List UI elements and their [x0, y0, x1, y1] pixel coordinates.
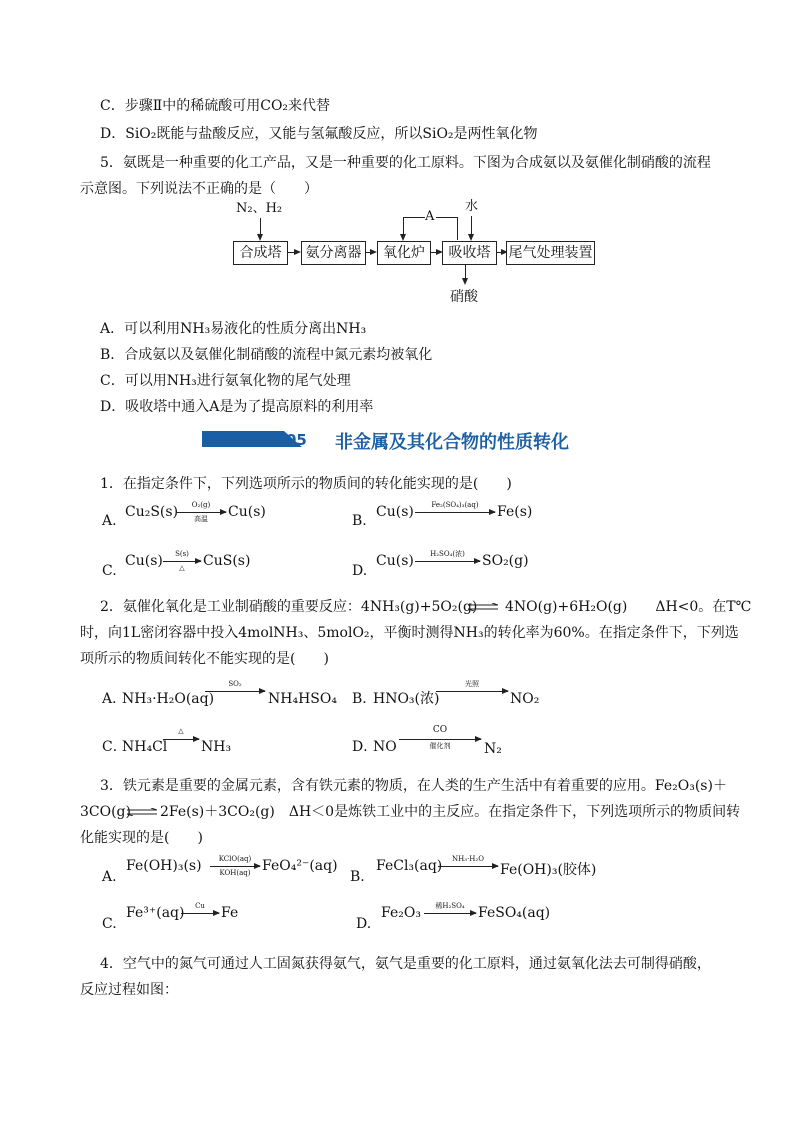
- s-q2-d-letter: D．: [352, 739, 378, 755]
- s-q1-stem: 1．在指定条件下，下列选项所示的物质间的转化能实现的是( ): [100, 476, 512, 492]
- option-d-prev: D．SiO₂既能与盐酸反应，又能与氢氟酸反应，所以SiO₂是两性氧化物: [100, 126, 538, 142]
- s-q1-d-left: Cu(s): [376, 553, 414, 569]
- flow-label-a: A: [425, 209, 435, 224]
- s-q1-b-cond-top: Fe₂(SO₄)₃(aq): [431, 501, 479, 509]
- flow-box-synthesis: 合成塔: [233, 241, 288, 265]
- s-q3-stem-line3: 化能实现的是( ): [80, 830, 203, 846]
- s-q2-d-left: NO: [373, 739, 397, 755]
- flow-box-separator: 氨分离器: [301, 241, 366, 265]
- equilibrium-arrow-icon: [468, 603, 498, 611]
- s-q1-b-right: Fe(s): [497, 504, 533, 520]
- reaction-arrow-icon: [163, 739, 199, 740]
- s-q2-d-cond-bot: 催化剂: [429, 742, 451, 750]
- equilibrium-arrow-icon: [127, 808, 157, 816]
- s-q2-c-letter: C．: [102, 739, 127, 755]
- s-q1-d-right: SO₂(g): [482, 553, 529, 569]
- s-q1-c-right: CuS(s): [203, 553, 251, 569]
- s-q3-stem-line1: 3．铁元素是重要的金属元素，含有铁元素的物质，在人类的生产生活中有着重要的应用。Fe₂O₃(s)＋: [100, 778, 727, 794]
- s-q4-stem-line1: 4．空气中的氮气可通过人工固氮获得氨气，氨气是重要的化工原料，通过氨氧化法去可制得硝酸，: [100, 956, 711, 972]
- s-q1-b-letter: B.: [352, 513, 367, 529]
- reaction-arrow-icon: [181, 913, 219, 914]
- s-q1-c-cond-top: S(s): [175, 550, 189, 558]
- q5-option-d: D．吸收塔中通入A是为了提高原料的利用率: [100, 399, 374, 415]
- s-q1-a-cond-bot: 高温: [194, 515, 208, 523]
- s-q3-d-left: Fe₂O₃: [381, 905, 421, 921]
- s-q2-b-left: HNO₃(浓): [373, 691, 440, 707]
- s-q3-a-left: Fe(OH)₃(s): [126, 858, 202, 874]
- q5-option-a: A．可以利用NH₃易液化的性质分离出NH₃: [100, 321, 367, 337]
- s-q3-d-right: FeSO₄(aq): [478, 905, 551, 921]
- s-q3-a-right: FeO₄²⁻(aq): [262, 858, 338, 874]
- s-q2-d-right: N₂: [484, 741, 502, 757]
- s-q2-a-left: NH₃·H₂O(aq): [122, 691, 215, 707]
- s-q3-c-left: Fe³⁺(aq): [126, 905, 185, 921]
- s-q1-a-right: Cu(s): [228, 504, 266, 520]
- s-q3-stem-line2a: 3CO(g): [80, 804, 131, 820]
- arrow-down-icon: [257, 234, 263, 241]
- reaction-arrow-icon: [163, 561, 201, 562]
- section-tag: 考点: [238, 430, 271, 449]
- option-c-prev: C．步骤Ⅱ中的稀硫酸可用CO₂来代替: [100, 98, 331, 114]
- s-q1-c-letter: C.: [102, 563, 117, 579]
- q5-stem-line1: 5．氨既是一种重要的化工产品，又是一种重要的化工原料。下图为合成氨以及氨催化制硝酸的流程: [100, 155, 711, 171]
- s-q1-a-letter: A.: [102, 513, 117, 529]
- s-q3-b-left: FeCl₃(aq): [376, 858, 443, 874]
- arrow-right-icon: [370, 249, 377, 255]
- q5-stem-line2: 示意图。下列说法不正确的是（ ）: [80, 181, 318, 197]
- s-q2-a-letter: A．: [102, 691, 127, 707]
- s-q1-a-cond-top: O₂(g): [191, 501, 211, 509]
- q5-option-b: B．合成氨以及氨催化制硝酸的流程中氮元素均被氧化: [100, 347, 433, 363]
- arrow-down-icon: [462, 278, 468, 285]
- s-q1-d-letter: D.: [352, 563, 368, 579]
- flow-box-tail-gas: 尾气处理装置: [506, 241, 595, 265]
- flow-inputs: N₂、H₂: [236, 201, 283, 216]
- arrow-right-icon: [294, 249, 301, 255]
- section-title: 非金属及其化合物的性质转化: [335, 432, 569, 453]
- reaction-arrow-icon: [176, 512, 226, 513]
- reaction-arrow-icon: [399, 739, 481, 740]
- s-q3-c-letter: C.: [102, 916, 117, 932]
- q5-option-c: C．可以用NH₃进行氨氧化物的尾气处理: [100, 373, 351, 389]
- s-q3-b-right: Fe(OH)₃(胶体): [500, 862, 597, 878]
- s-q1-c-cond-bot: △: [179, 564, 185, 572]
- s-q1-b-left: Cu(s): [376, 504, 414, 520]
- flow-box-oxidation: 氧化炉: [377, 241, 431, 265]
- s-q3-c-right: Fe: [221, 905, 239, 921]
- reaction-arrow-icon: [424, 913, 476, 914]
- section-banner: [202, 427, 612, 457]
- s-q3-d-letter: D.: [356, 916, 372, 932]
- s-q2-b-cond: 光照: [465, 680, 479, 688]
- s-q3-a-cond-top: KClO(aq): [218, 855, 252, 863]
- s-q1-a-left: Cu₂S(s): [125, 504, 179, 520]
- reaction-arrow-icon: [415, 561, 480, 562]
- s-q2-b-right: NO₂: [510, 691, 540, 707]
- s-q2-stem-line1a: 2．氨催化氧化是工业制硝酸的重要反应：4NH₃(g)+5O₂(g): [100, 599, 478, 615]
- arrow-down-icon: [468, 234, 474, 241]
- s-q3-b-letter: B.: [350, 869, 365, 885]
- reaction-arrow-icon: [205, 691, 265, 692]
- s-q3-b-cond-top: NH₃·H₂O: [452, 855, 484, 863]
- arrow-down-icon: [400, 234, 406, 241]
- s-q2-b-letter: B．: [352, 691, 377, 707]
- s-q1-d-cond-top: H₂SO₄(浓): [430, 550, 465, 558]
- s-q3-a-cond-bot: KOH(aq): [219, 869, 251, 877]
- s-q2-a-cond: SO₂: [228, 680, 242, 688]
- s-q2-stem-line2: 时，向1L密闭容器中投入4molNH₃、5molO₂，平衡时测得NH₃的转化率为60%。在指定条件下，下列选: [80, 625, 739, 641]
- flow-label-water: 水: [465, 199, 479, 214]
- reaction-arrow-icon: [438, 866, 498, 867]
- s-q2-stem-line3: 项所示的物质间转化不能实现的是( ): [80, 651, 329, 667]
- s-q2-d-cond-top: CO: [432, 725, 448, 735]
- flow-box-absorber: 吸收塔: [442, 241, 497, 265]
- s-q2-a-right: NH₄HSO₄: [268, 691, 337, 707]
- section-number: 05: [286, 431, 307, 449]
- s-q2-c-right: NH₃: [201, 739, 232, 755]
- reaction-arrow-icon: [436, 691, 508, 692]
- s-q4-stem-line2: 反应过程如图：: [80, 982, 178, 998]
- s-q2-c-left: NH₄Cl: [122, 739, 168, 755]
- s-q3-d-cond-top: 稀H₂SO₄: [435, 902, 465, 910]
- s-q3-stem-line2b: 2Fe(s)＋3CO₂(g) ΔH＜0是炼铁工业中的主反应。在指定条件下，下列选项所示的物质间转: [160, 804, 741, 820]
- s-q3-c-cond-top: Cu: [195, 902, 205, 910]
- flow-label-product: 硝酸: [450, 289, 478, 305]
- s-q3-a-letter: A.: [102, 869, 117, 885]
- reaction-arrow-icon: [415, 512, 495, 513]
- s-q2-stem-line1b: 4NO(g)+6H₂O(g) ΔH<0。在T℃: [505, 599, 752, 615]
- s-q2-c-cond: △: [178, 727, 184, 735]
- s-q1-c-left: Cu(s): [125, 553, 163, 569]
- reaction-arrow-icon: [210, 866, 260, 867]
